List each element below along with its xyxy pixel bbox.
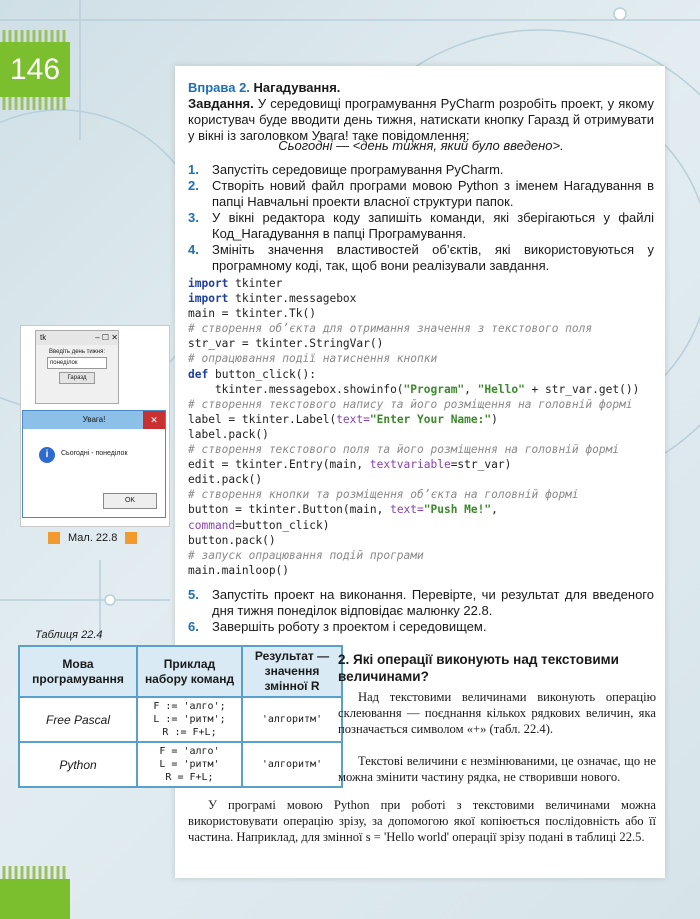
close-icon[interactable]: ✕ [143, 411, 165, 429]
step-text: Змініть значення властивостей об’єктів, які використовуються у програмному коді, так, щоб вони реалізували завдання. [212, 242, 654, 273]
step-item [188, 162, 654, 178]
bottom-accent-bar [0, 879, 70, 919]
table-cell-code: F = 'алго' L = 'ритм' R = F+L; [137, 742, 242, 787]
exercise-title [188, 80, 340, 96]
message-template: Сьогодні — <день тижня, який було введено>. [278, 138, 564, 153]
exercise-label: Вправа 2. [188, 80, 250, 95]
table-header: Мова програмування [19, 646, 137, 697]
message-text: Сьогодні - понеділок [61, 450, 128, 457]
figure-caption [48, 532, 148, 544]
tk-ok-button[interactable]: Гаразд [59, 372, 95, 384]
table-row [19, 742, 342, 787]
step-text: У вікні редактора коду запишіть команди, які зберігаються у файлі Код_Нагадування в папці Програмування. [212, 210, 654, 241]
message-box-title: Увага! [82, 415, 106, 424]
tk-window [35, 330, 119, 404]
table-header-row [19, 646, 342, 697]
tk-label: Введіть день тижня: [49, 349, 105, 355]
step-item [188, 242, 654, 274]
message-box [22, 410, 166, 518]
step-number: 1. [188, 162, 199, 177]
page-number: 146 [0, 42, 70, 97]
table-header: Приклад набору команд [137, 646, 242, 697]
paragraph: У програмі мовою Python при роботі з текстовими величинами можна використовувати операцію зрізу, за допомогою якої копіюється послідовність або її частина. Наприклад, для змінної s = 'Hello world' операції зрізу подані в таблиці 22.5. [188, 798, 656, 844]
exercise-name: Нагадування. [253, 80, 341, 95]
table-caption: Таблиця 22.4 [35, 629, 103, 641]
task-label: Завдання. [188, 96, 254, 111]
ok-button[interactable]: OK [103, 493, 157, 509]
message-box-titlebar [23, 411, 165, 429]
figure-caption-text: Мал. 22.8 [68, 532, 118, 544]
table-cell-language: Free Pascal [19, 697, 137, 742]
paragraph: Текстові величини є незмінюваними, це означає, що не можна змінити частину рядка, не створивши нового. [338, 754, 656, 784]
step-item [188, 178, 654, 210]
step-item [188, 619, 654, 635]
table-header: Результат — значення змінної R [242, 646, 342, 697]
steps-list-2 [188, 587, 654, 635]
task-paragraph [188, 96, 654, 144]
step-text: Завершіть роботу з проектом і середовищем. [212, 619, 487, 634]
step-number: 3. [188, 210, 199, 225]
tk-window-controls: – ☐ ✕ [95, 333, 118, 342]
section-title: 2. Які операції виконують над текстовими величинами? [338, 652, 619, 684]
table-22-4 [18, 645, 343, 788]
step-number: 2. [188, 178, 199, 193]
caption-marker-icon [48, 532, 60, 544]
step-item [188, 587, 654, 619]
tk-entry[interactable]: понеділок [47, 357, 107, 369]
step-text: Запустіть середовище програмування PyCharm. [212, 162, 504, 177]
table-cell-result: 'алгоритм' [242, 742, 342, 787]
caption-marker-icon [125, 532, 137, 544]
paragraph: Над текстовими величинами виконують операцію склеювання — поєднання кількох рядкових величин, яка позначається символом «+» (табл. 22.4). [338, 690, 656, 736]
info-icon: i [39, 447, 55, 463]
steps-list [188, 162, 654, 274]
code-listing: import tkinter import tkinter.messagebox main = tkinter.Tk() # створення об’єкта для отримання значення з текстового поля str_var = tkinter.StringVar() # опрацювання події натиснення кнопки def button_click(): tkinter.messagebox.showinfo("Program", "Hello" + str_var.get()) # створення текстового напису та його розміщення на головній формі label = tkinter.Label(text="Enter Your Name:") label.pack() # створення текстового поля та його розміщення на головній формі edit = tkinter.Entry(main, textvariable=str_var) edit.pack() # створення кнопки та розміщення об’єкта на головній формі button = tkinter.Button(main, text="Push Me!", command=button_click) button.pack() # запуск опрацювання подій програми main.mainloop() [188, 277, 640, 577]
table-row [19, 697, 342, 742]
task-text: У середовищі програмування PyCharm розробіть проект, у якому користувач буде вводити день тижня, натискати кнопку Гаразд й отримувати у вікні із заголовком Увага! таке повідомлення: [188, 96, 654, 143]
step-number: 6. [188, 619, 199, 634]
tk-titlebar [36, 331, 118, 345]
step-number: 4. [188, 242, 199, 257]
step-item [188, 210, 654, 242]
table-cell-result: 'алгоритм' [242, 697, 342, 742]
table-cell-code: F := 'алго'; L := 'ритм'; R := F+L; [137, 697, 242, 742]
step-text: Створіть новий файл програми мовою Python з іменем Нагадування в папці Навчальні проекти власної структури папок. [212, 178, 654, 209]
step-number: 5. [188, 587, 199, 602]
table-cell-language: Python [19, 742, 137, 787]
tk-title: tk [40, 333, 47, 342]
step-text: Запустіть проект на виконання. Перевірте, чи результат для введеного дня тижня понеділок відповідає малюнку 22.8. [212, 587, 654, 618]
